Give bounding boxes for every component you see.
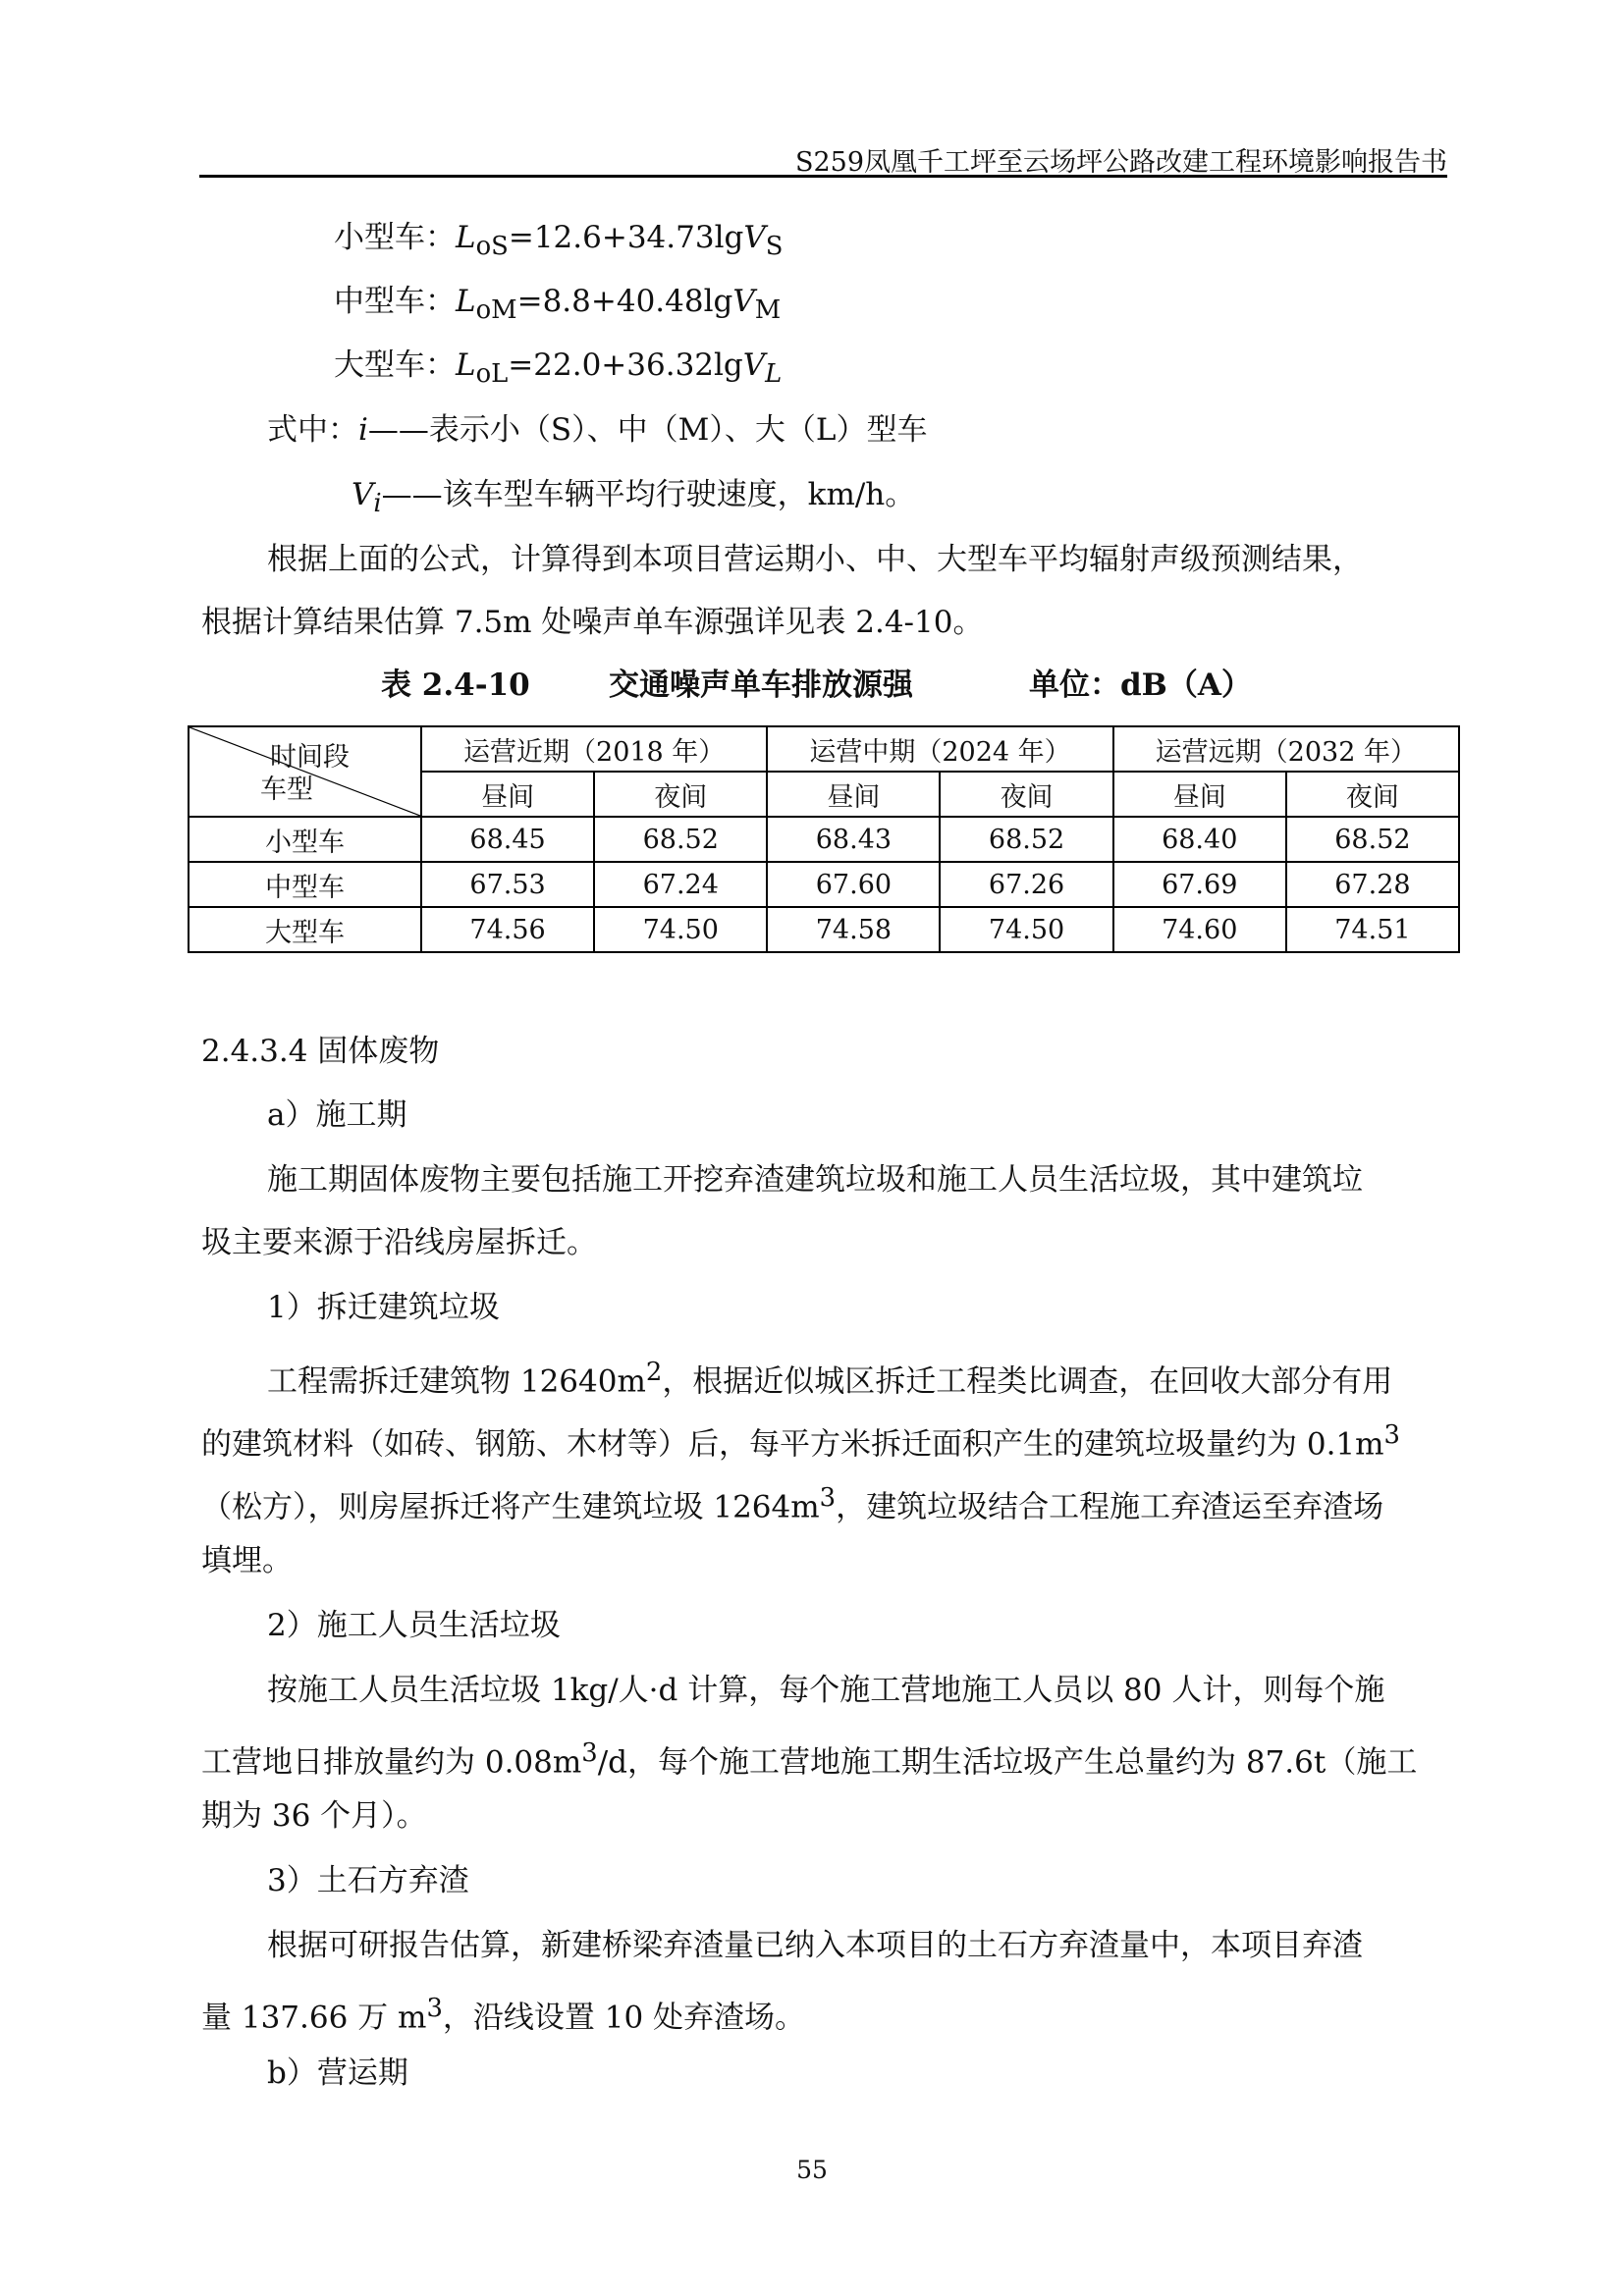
table-cell: 68.45 — [421, 817, 594, 862]
paragraph-2-line-1: 工程需拆迁建筑物 $12640m^2$，根据近似城区拆迁工程类比调查，在回收大部分有用 — [267, 1358, 1393, 1400]
table-cell: 67.28 — [1286, 862, 1459, 907]
corner-top-label: 时间段 — [270, 742, 350, 773]
table-caption-number: 表 2.4-10 — [381, 667, 530, 703]
paragraph-4-line-1: 根据可研报告估算，新建桥梁弃渣量已纳入本项目的土石方弃渣量中，本项目弃渣 — [267, 1928, 1363, 1963]
paragraph-3-line-3: 期为 36 个月）。 — [201, 1798, 427, 1834]
subheader-day: 昼间 — [421, 772, 594, 817]
table-cell: 68.52 — [940, 817, 1112, 862]
paragraph-1-line-1: 施工期固体废物主要包括施工开挖弃渣建筑垃圾和施工人员生活垃圾，其中建筑垃 — [267, 1162, 1363, 1198]
subheader-day: 昼间 — [767, 772, 940, 817]
table-cell: 67.53 — [421, 862, 594, 907]
table-row — [189, 862, 1459, 907]
section-heading: 2.4.3.4 固体废物 — [201, 1034, 440, 1069]
formula-where-i: 式中：i——表示小（S）、中（M）、大（L）型车 — [267, 412, 928, 448]
table-caption-title: 交通噪声单车排放源强 — [609, 667, 913, 703]
table-cell: 74.60 — [1113, 907, 1286, 952]
page-header-title: S259凤凰千工坪至云场坪公路改建工程环境影响报告书 — [794, 147, 1447, 178]
table-cell: 74.58 — [767, 907, 940, 952]
subheader-night: 夜间 — [940, 772, 1112, 817]
table-cell: 68.43 — [767, 817, 940, 862]
subheader-day: 昼间 — [1113, 772, 1286, 817]
paragraph-3-line-2: 工营地日排放量约为 $0.08m^3/d$，每个施工营地施工期生活垃圾产生总量约为 87.6t（施工 — [201, 1738, 1418, 1781]
formula-small: 小型车：$L_{oS}=12.6+34.73\lg V_S$ — [334, 220, 784, 262]
period-header: 运营近期（2018 年） — [421, 726, 767, 772]
table-cell: 74.50 — [594, 907, 767, 952]
row-type: 大型车 — [189, 907, 421, 952]
subheader-night: 夜间 — [1286, 772, 1459, 817]
table-row — [189, 907, 1459, 952]
noise-table — [188, 725, 1460, 953]
table-cell: 74.51 — [1286, 907, 1459, 952]
table-cell: 68.52 — [594, 817, 767, 862]
corner-bottom-label: 车型 — [260, 774, 313, 805]
subsection-a: a）施工期 — [267, 1097, 407, 1133]
table-corner-cell — [189, 726, 421, 817]
formula-where-v: $V_i——$该车型车辆平均行驶速度，km/h。 — [352, 477, 916, 519]
table-cell: 74.56 — [421, 907, 594, 952]
table-cell: 67.26 — [940, 862, 1112, 907]
paragraph-3-line-1: 按施工人员生活垃圾 1kg/人·d 计算，每个施工营地施工人员以 80 人计，则每个施 — [267, 1673, 1385, 1708]
item-2-heading: 2）施工人员生活垃圾 — [267, 1608, 561, 1643]
paragraph-4-line-2: 量 137.66 万 $m^3$，沿线设置 10 处弃渣场。 — [201, 1994, 806, 2036]
item-1-heading: 1）拆迁建筑垃圾 — [267, 1290, 500, 1325]
table-caption-unit: 单位：dB（A） — [1029, 667, 1252, 703]
paragraph-2-line-3: （松方），则房屋拆迁将产生建筑垃圾 $1264m^3$，建筑垃圾结合工程施工弃渣运至弃渣场 — [201, 1483, 1384, 1525]
intro-line-1: 根据上面的公式，计算得到本项目营运期小、中、大型车平均辐射声级预测结果， — [267, 542, 1363, 577]
table-cell: 67.60 — [767, 862, 940, 907]
paragraph-1-line-2: 圾主要来源于沿线房屋拆迁。 — [201, 1225, 597, 1260]
table-cell: 67.24 — [594, 862, 767, 907]
table-cell: 68.52 — [1286, 817, 1459, 862]
formula-medium: 中型车：$L_{oM}=8.8+40.48\lg V_M$ — [334, 284, 782, 326]
row-type: 小型车 — [189, 817, 421, 862]
table-caption — [381, 660, 1252, 704]
paragraph-2-line-4: 填埋。 — [201, 1543, 293, 1578]
item-3-heading: 3）土石方弃渣 — [267, 1863, 469, 1898]
table-cell: 67.69 — [1113, 862, 1286, 907]
period-header: 运营中期（2024 年） — [767, 726, 1112, 772]
period-header: 运营远期（2032 年） — [1113, 726, 1459, 772]
page-number: 55 — [796, 2156, 828, 2184]
table-row — [189, 817, 1459, 862]
row-type: 中型车 — [189, 862, 421, 907]
intro-line-2: 根据计算结果估算 7.5m 处噪声单车源强详见表 2.4-10。 — [201, 605, 984, 640]
paragraph-2-line-2: 的建筑材料（如砖、钢筋、木材等）后，每平方米拆迁面积产生的建筑垃圾量约为 $0.1m^3$ — [201, 1420, 1400, 1463]
table-cell: 68.40 — [1113, 817, 1286, 862]
header-rule — [199, 175, 1447, 178]
table-cell: 74.50 — [940, 907, 1112, 952]
subsection-b: b）营运期 — [267, 2056, 408, 2091]
subheader-night: 夜间 — [594, 772, 767, 817]
formula-large: 大型车：$L_{oL}=22.0+36.32\lg V_L$ — [334, 347, 783, 390]
